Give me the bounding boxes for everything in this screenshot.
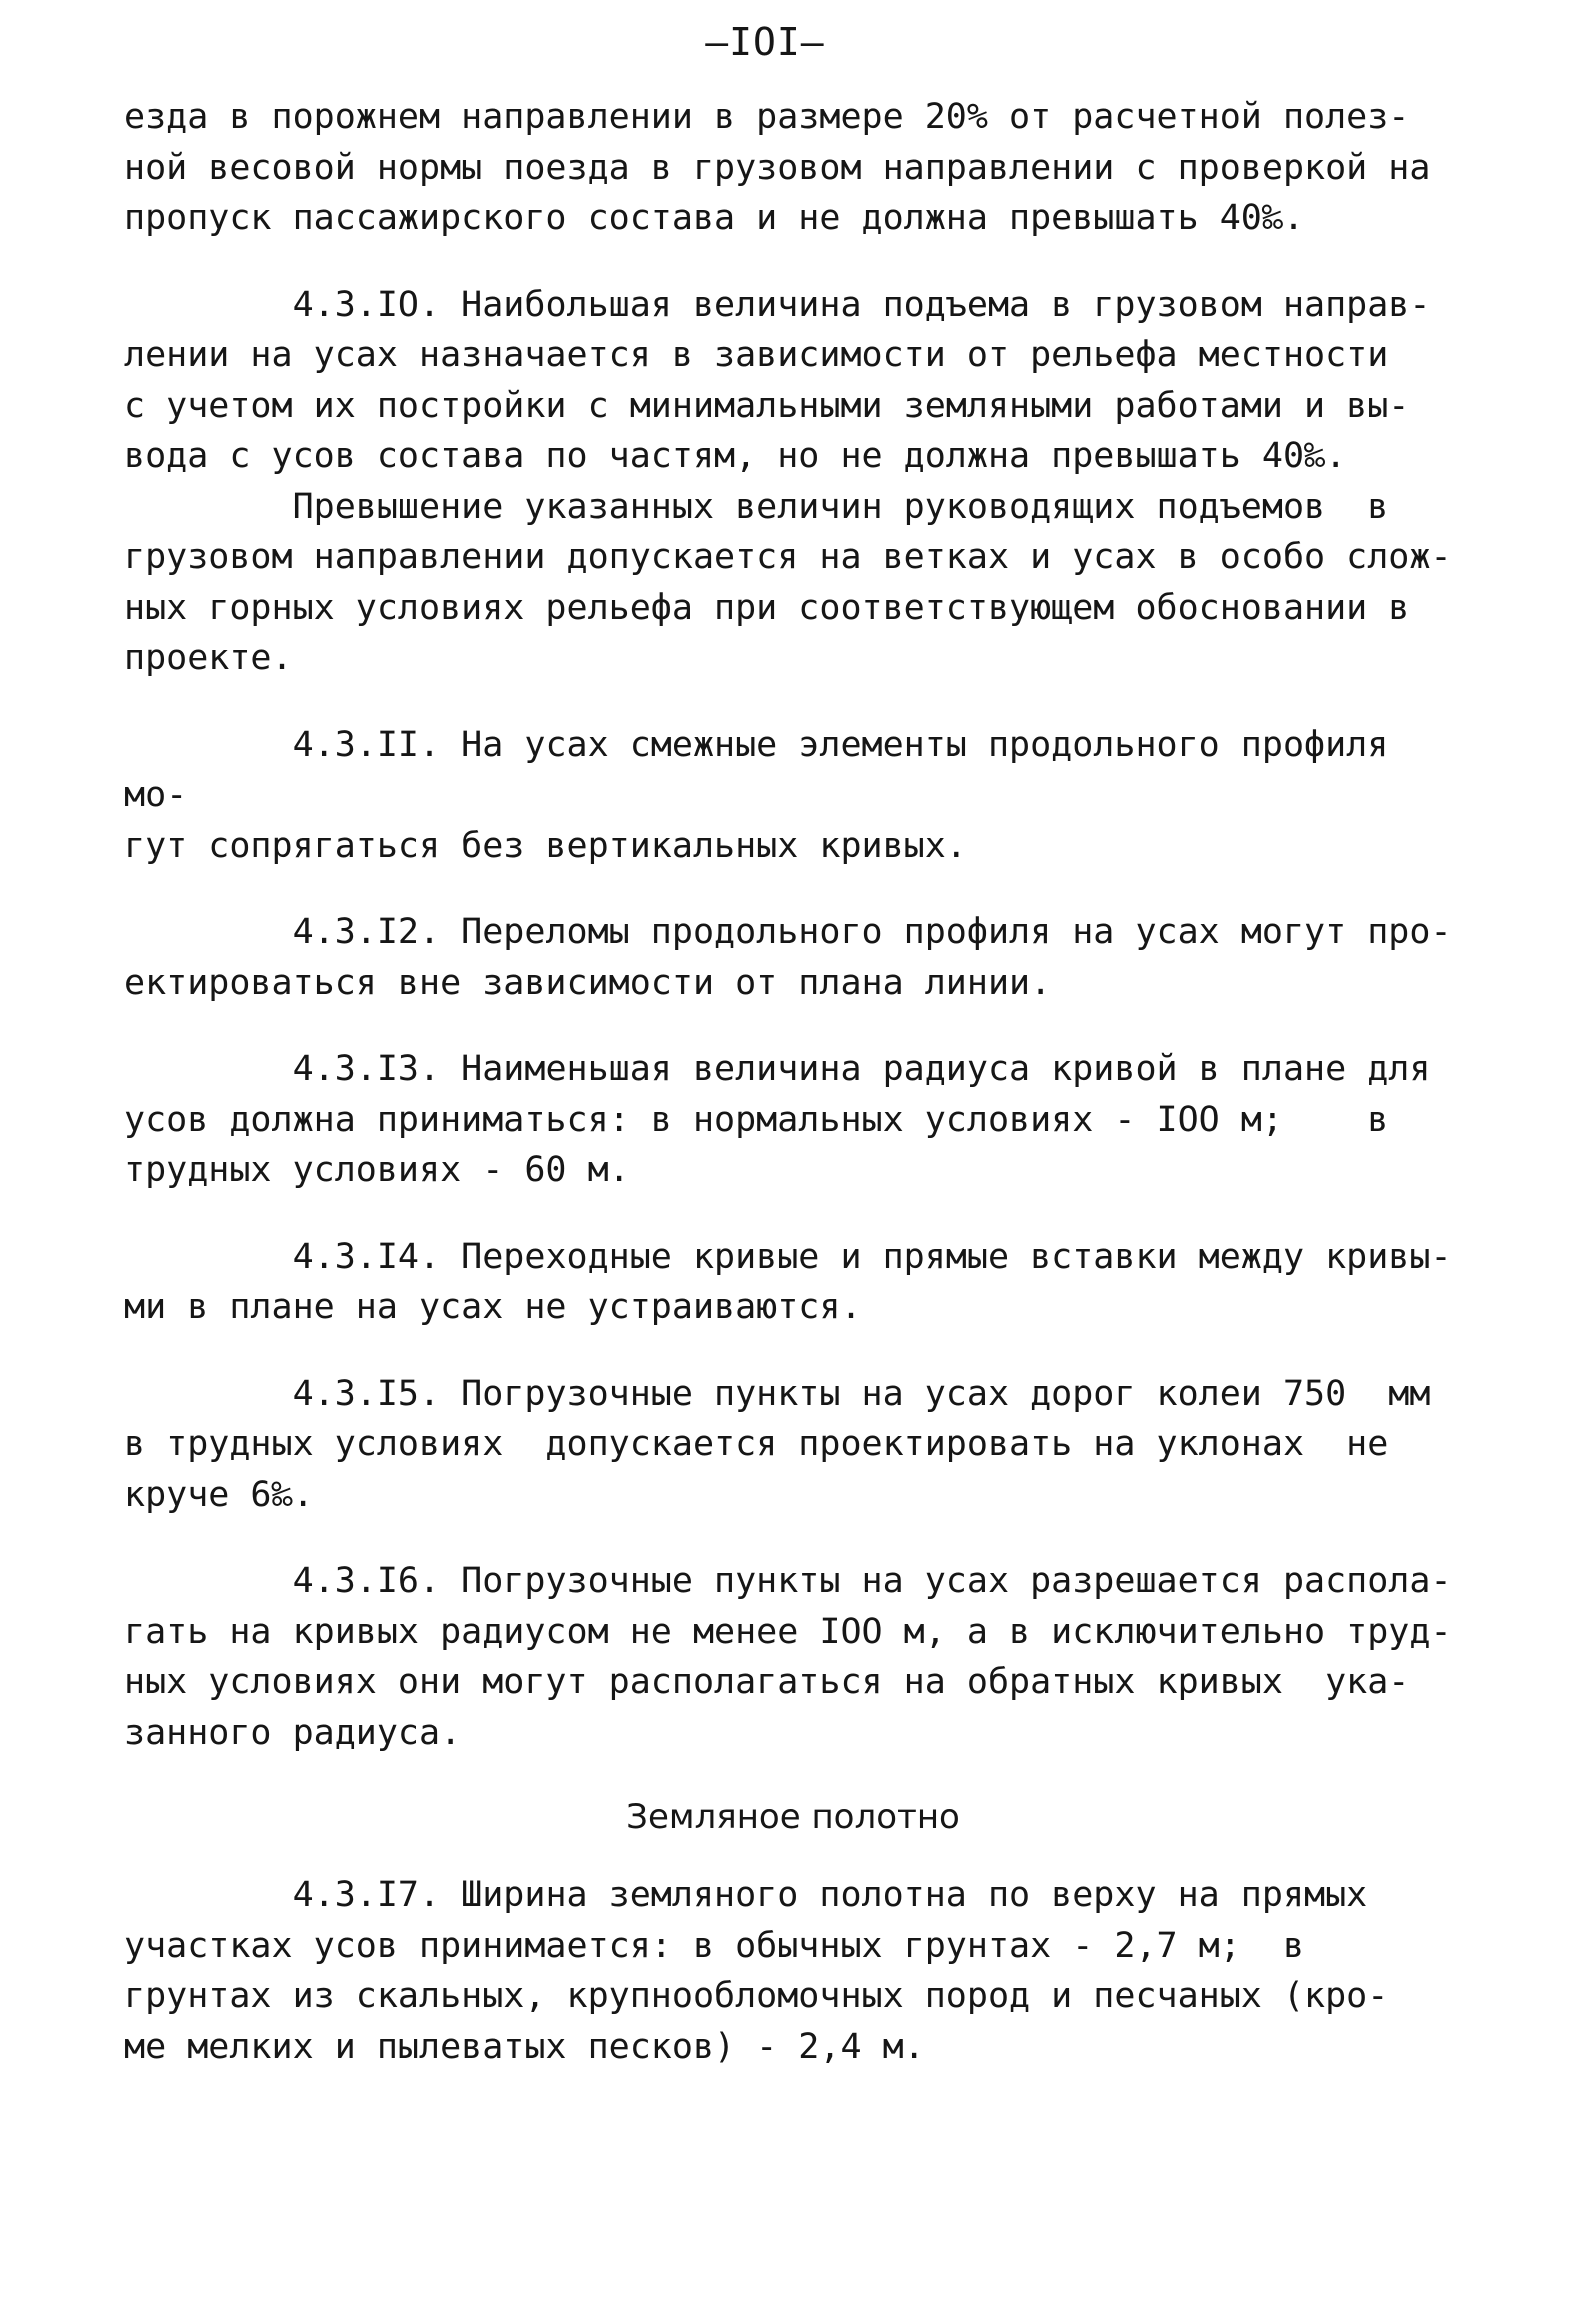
paragraph-4-3-13: 4.3.I3. Наименьшая величина радиуса кривой в плане для усов должна приниматься: в нормальных условиях - IOO м; в трудных условиях - 60 м. [124, 1049, 1431, 1190]
page-number: —IOI— [705, 20, 825, 64]
paragraph-4-3-14: 4.3.I4. Переходные кривые и прямые вставки между кривы- ми в плане на усах не устраиваются. [124, 1236, 1452, 1327]
paragraph-continuation: езда в порожнем направлении в размере 20% от расчетной полез- ной весовой нормы поезда в грузовом направлении с проверкой на пропуск пассажирского состава и не должна превышать 40‰. [124, 97, 1431, 238]
paragraph-4-3-12: 4.3.I2. Переломы продольного профиля на усах могут про- ектироваться вне зависимости от плана линии. [124, 912, 1452, 1003]
document-body [124, 92, 1454, 2072]
paragraph-ruling-grade-exception: Превышение указанных величин руководящих подъемов в грузовом направлении допускается на ветках и усах в особо слож- ных горных условиях рельефа при соответствующем обосновании в проекте. [124, 486, 1452, 678]
section-heading: Земляное полотно [626, 1797, 960, 1837]
paragraph-4-3-10: 4.3.IO. Наибольшая величина подъема в грузовом направ- лении на усах назначается в зависимости от рельефа местности с учетом их постройки с минимальными земляными работами и вы- вода с усов состава по частям, но не должна превышать 40‰. [124, 284, 1431, 476]
paragraph-4-3-11: 4.3.II. На усах смежные элементы продольного профиля мо- гут сопрягаться без вертикальных кривых. [124, 724, 1389, 866]
paragraph-4-3-17: 4.3.I7. Ширина земляного полотна по верху на прямых участках усов принимается: в обычных грунтах - 2,7 м; в грунтах из скальных, крупнообломочных пород и песчаных (кро- ме мелких и пылеватых песков) - 2,4 м. [124, 1875, 1389, 2067]
paragraph-4-3-15: 4.3.I5. Погрузочные пункты на усах дорог колеи 750 мм в трудных условиях допускается проектировать на уклонах не круче 6‰. [124, 1373, 1431, 1515]
paragraph-4-3-16: 4.3.I6. Погрузочные пункты на усах разрешается распола- гать на кривых радиусом не менее IOO м, а в исключительно труд- ных условиях они могут располагаться на обратных кривых ука- занного радиуса. [124, 1561, 1452, 1753]
